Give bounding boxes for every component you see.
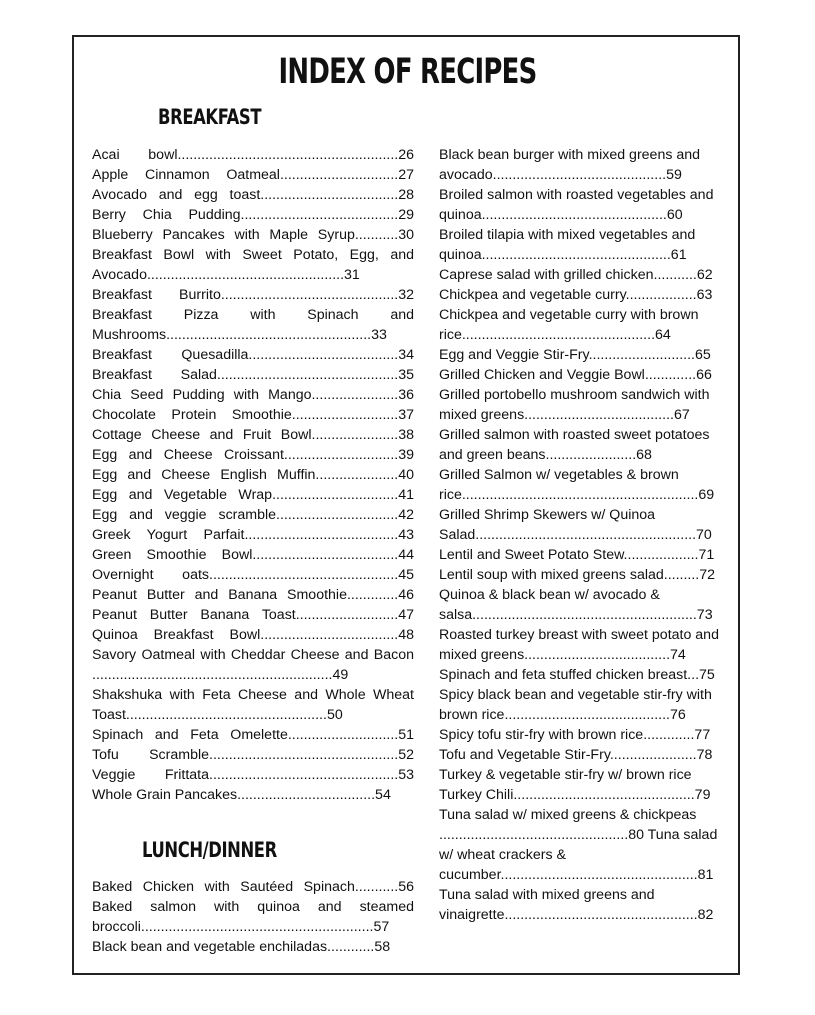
index-entry: Tuna salad w/ mixed greens & chickpeas ................................................80 Tuna salad w/ wheat crackers & cucumber..................................................81 bbox=[439, 807, 718, 883]
index-entry: Egg and veggie scramble...............................42 bbox=[92, 507, 414, 523]
index-entry: Avocado and egg toast...................................28 bbox=[92, 187, 414, 203]
index-entry: Egg and Veggie Stir-Fry...........................65 bbox=[439, 347, 711, 363]
index-entry: Quinoa & black bean w/ avocado & salsa.........................................................73 bbox=[439, 587, 713, 623]
index-entry: Green Smoothie Bowl.....................................44 bbox=[92, 547, 414, 563]
index-entry: Turkey Chili..............................................79 bbox=[439, 787, 711, 803]
index-entry: Shakshuka with Feta Cheese and Whole Wheat Toast...................................................50 bbox=[92, 687, 414, 723]
index-entry: Breakfast Burrito.............................................32 bbox=[92, 287, 414, 303]
index-entry: Egg and Cheese English Muffin.....................40 bbox=[92, 467, 414, 483]
index-entry: Breakfast Quesadilla......................................34 bbox=[92, 347, 414, 363]
index-entry: Spicy black bean and vegetable stir-fry with brown rice..........................................76 bbox=[439, 687, 712, 723]
index-entry: Peanut Butter Banana Toast..........................47 bbox=[92, 607, 414, 623]
index-entry: Egg and Vegetable Wrap................................41 bbox=[92, 487, 414, 503]
index-entry: Cottage Cheese and Fruit Bowl......................38 bbox=[92, 427, 414, 443]
index-entry: Peanut Butter and Banana Smoothie.............46 bbox=[92, 587, 414, 603]
index-entry: Broiled salmon with roasted vegetables and quinoa...............................................60 bbox=[439, 187, 714, 223]
index-entry: Grilled Salmon w/ vegetables & brown rice............................................................69 bbox=[439, 467, 715, 503]
index-entry: Savory Oatmeal with Cheddar Cheese and Bacon .............................................................49 bbox=[92, 647, 414, 683]
index-entry: Breakfast Salad..............................................35 bbox=[92, 367, 414, 383]
index-entry: Overnight oats................................................45 bbox=[92, 567, 414, 583]
index-entry: Greek Yogurt Parfait.......................................43 bbox=[92, 527, 414, 543]
index-entry: Chickpea and vegetable curry..................63 bbox=[439, 287, 713, 303]
index-entry: Tofu and Vegetable Stir-Fry......................78 bbox=[439, 747, 713, 763]
section-heading-lunch-dinner: LUNCH/DINNER bbox=[142, 838, 277, 862]
index-entry: Apple Cinnamon Oatmeal..............................27 bbox=[92, 167, 414, 183]
index-entry: Breakfast Bowl with Sweet Potato, Egg, and Avocado..................................................31 bbox=[92, 247, 414, 283]
index-entry: Egg and Cheese Croissant.............................39 bbox=[92, 447, 414, 463]
index-entry: Roasted turkey breast with sweet potato and mixed greens.....................................74 bbox=[439, 627, 719, 663]
index-entry: Acai bowl........................................................26 bbox=[92, 147, 414, 163]
lunch-dinner-list bbox=[92, 877, 414, 957]
lunch-dinner-list-continued bbox=[439, 145, 735, 925]
index-entry: Grilled salmon with roasted sweet potatoes and green beans.......................68 bbox=[439, 427, 710, 463]
index-entry: Lentil and Sweet Potato Stew...................71 bbox=[439, 547, 715, 563]
index-entry: Tofu Scramble................................................52 bbox=[92, 747, 414, 763]
index-entry: Breakfast Pizza with Spinach and Mushrooms....................................................33 bbox=[92, 307, 414, 343]
index-entry: Spinach and Feta Omelette............................51 bbox=[92, 727, 414, 743]
index-entry: Veggie Frittata................................................53 bbox=[92, 767, 414, 783]
index-entry: Caprese salad with grilled chicken...........62 bbox=[439, 267, 713, 283]
index-entry: Grilled Chicken and Veggie Bowl.............66 bbox=[439, 367, 712, 383]
section-heading-breakfast: BREAKFAST bbox=[158, 105, 262, 129]
index-entry: Black bean burger with mixed greens and avocado............................................59 bbox=[439, 147, 701, 183]
index-entry: Blueberry Pancakes with Maple Syrup...........30 bbox=[92, 227, 414, 243]
index-entry: Tuna salad with mixed greens and vinaigrette.................................................82 bbox=[439, 887, 714, 923]
index-entry: Berry Chia Pudding........................................29 bbox=[92, 207, 414, 223]
index-entry: Turkey & vegetable stir-fry w/ brown rice bbox=[439, 767, 692, 783]
index-entry: Grilled portobello mushroom sandwich with mixed greens......................................67 bbox=[439, 387, 710, 423]
index-entry: Broiled tilapia with mixed vegetables and quinoa................................................61 bbox=[439, 227, 696, 263]
index-entry: Black bean and vegetable enchiladas............58 bbox=[92, 939, 391, 955]
breakfast-list bbox=[92, 145, 414, 805]
index-entry: Chocolate Protein Smoothie...........................37 bbox=[92, 407, 414, 423]
index-entry: Baked salmon with quinoa and steamed broccoli...........................................................57 bbox=[92, 899, 414, 935]
index-entry: Baked Chicken with Sautéed Spinach...........56 bbox=[92, 879, 414, 895]
index-entry: Chia Seed Pudding with Mango......................36 bbox=[92, 387, 414, 403]
page-title: INDEX OF RECIPES bbox=[278, 52, 537, 92]
index-entry: Lentil soup with mixed greens salad.........72 bbox=[439, 567, 716, 583]
index-entry: Spinach and feta stuffed chicken breast...75 bbox=[439, 667, 715, 683]
index-entry: Whole Grain Pancakes...................................54 bbox=[92, 787, 391, 803]
index-entry: Spicy tofu stir-fry with brown rice.............77 bbox=[439, 727, 711, 743]
index-entry: Grilled Shrimp Skewers w/ Quinoa Salad........................................................70 bbox=[439, 507, 712, 543]
index-entry: Quinoa Breakfast Bowl...................................48 bbox=[92, 627, 414, 643]
index-entry: Chickpea and vegetable curry with brown rice.................................................64 bbox=[439, 307, 699, 343]
